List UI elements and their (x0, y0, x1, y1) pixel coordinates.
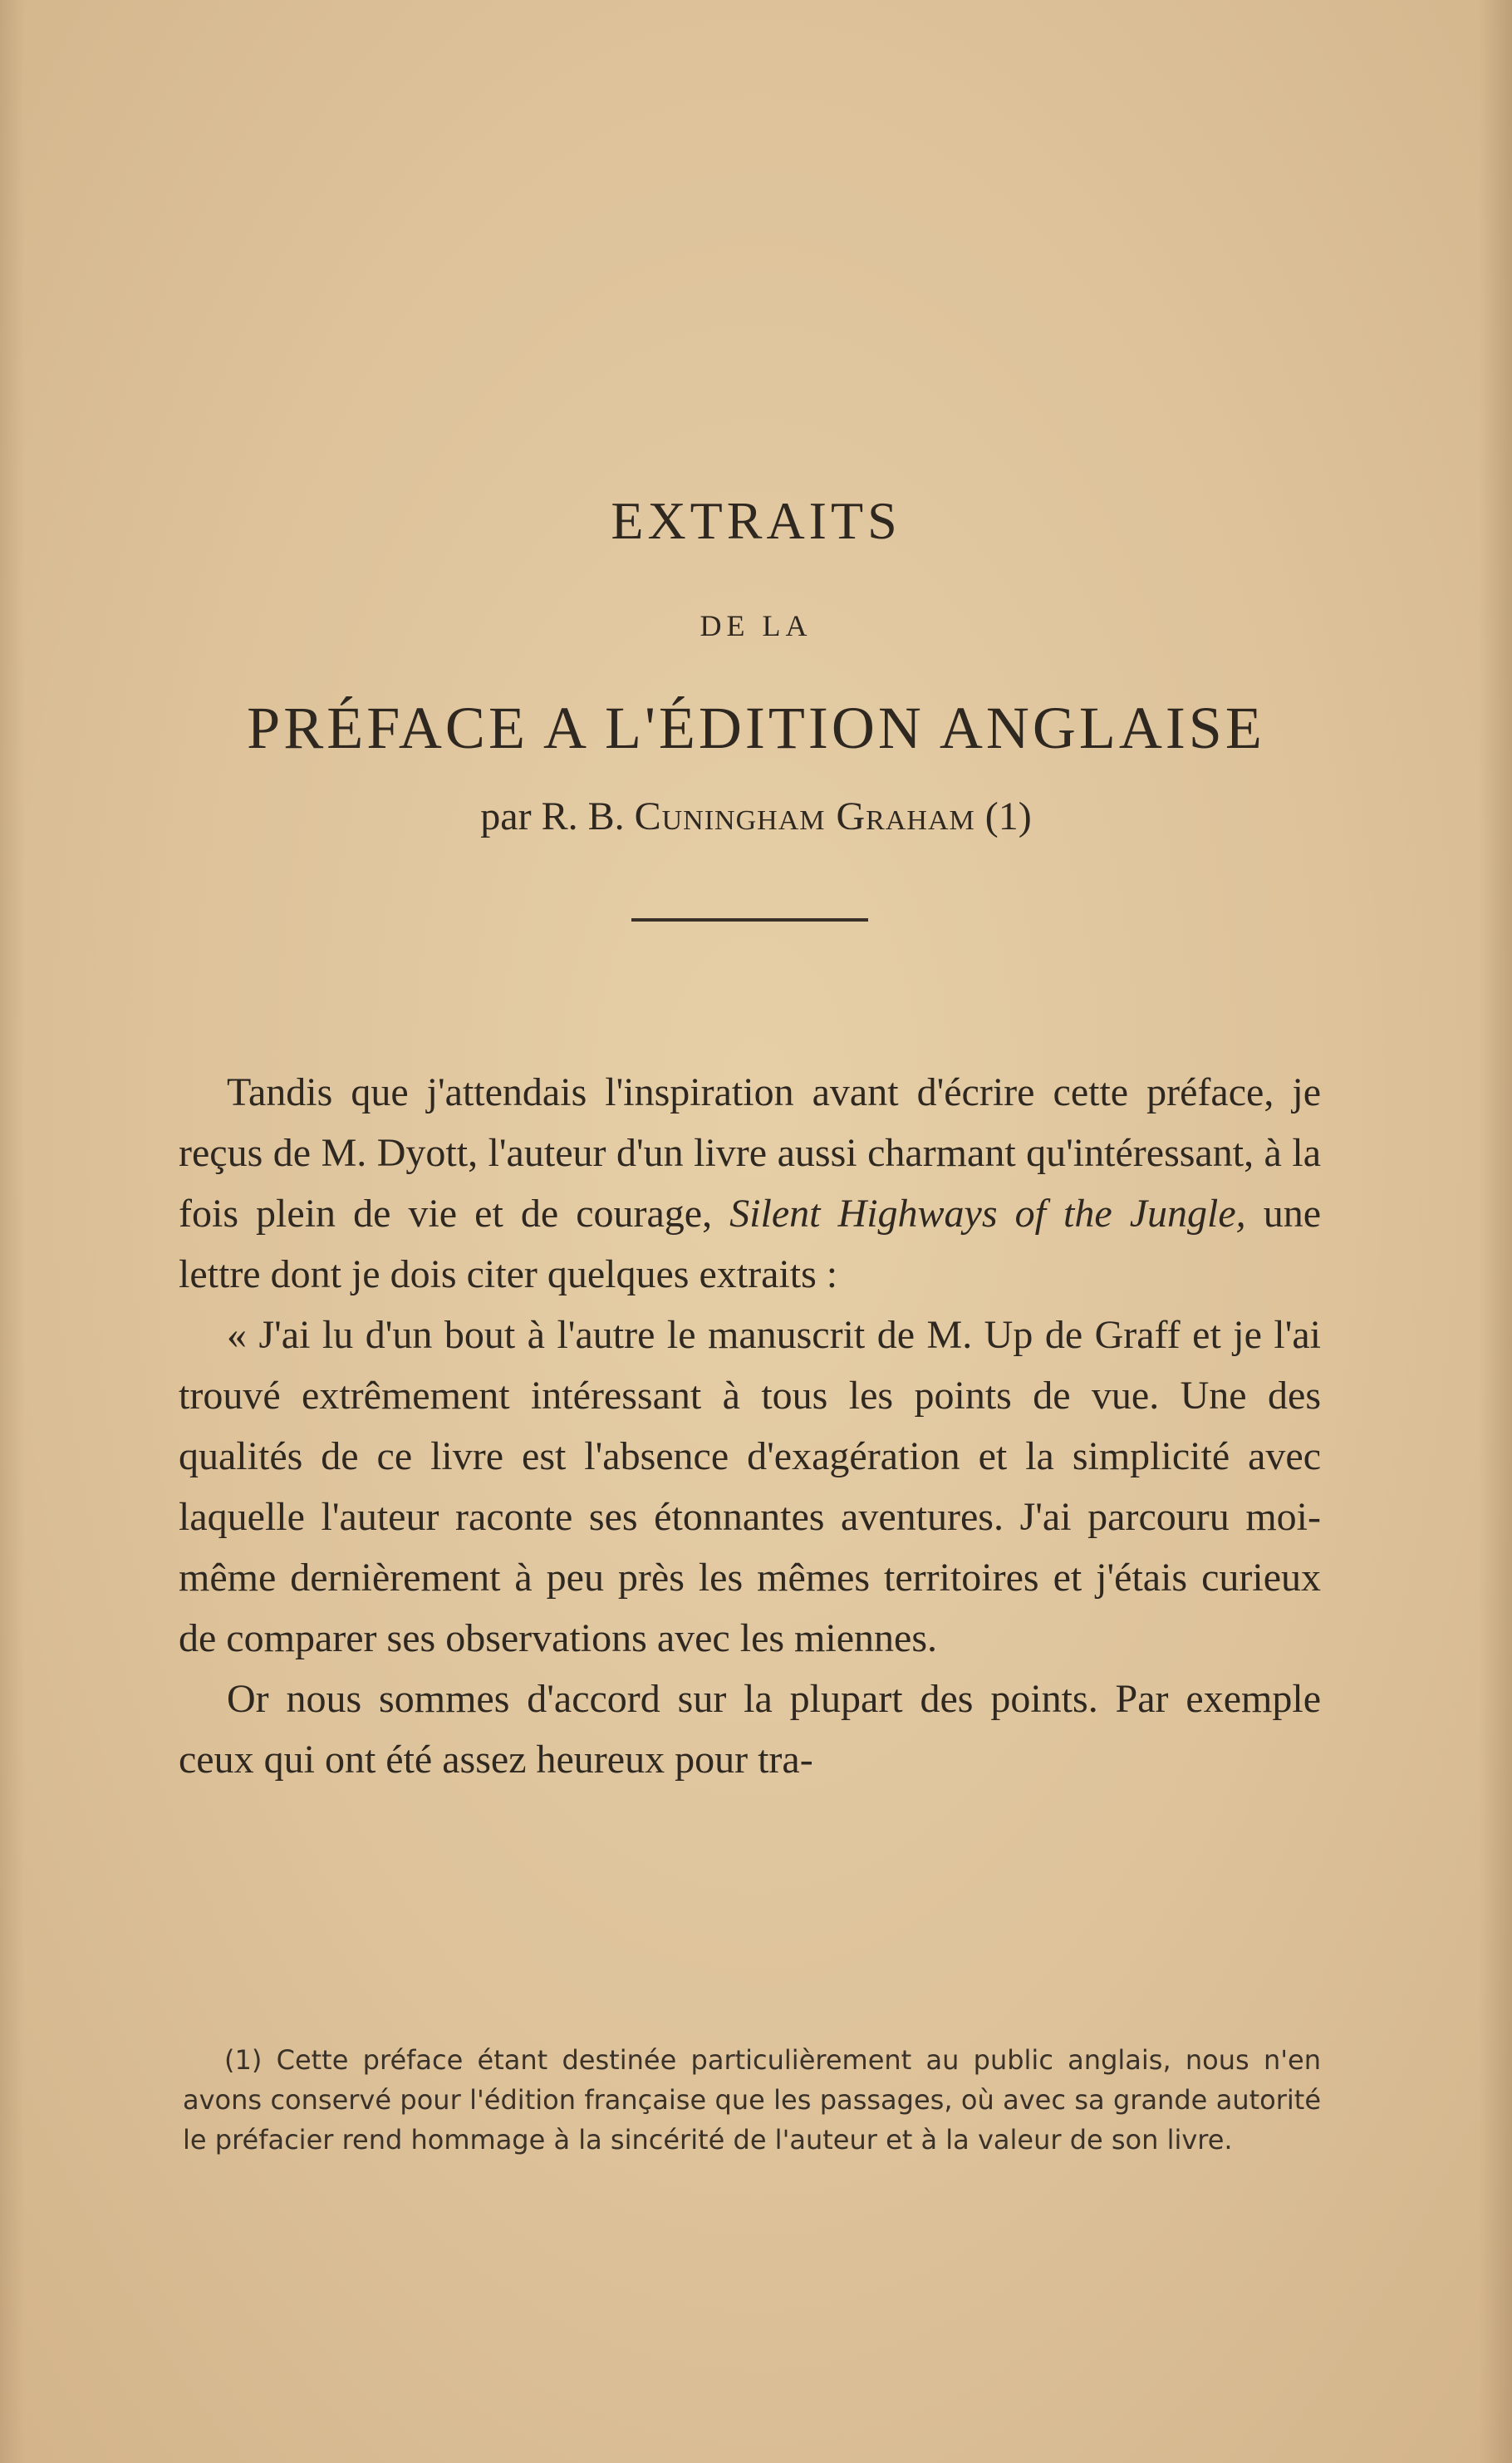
paragraph-2: « J'ai lu d'un bout à l'autre le manuscrit de M. Up de Graff et je l'ai trouvé extrêmement intéressant à tous les points de vue. Une des qualités de ce livre est l'absence d'exagération et la simplicité avec laquelle l'auteur raconte ses étonnantes aventures. J'ai parcouru moi-même dernièrement à peu près les mêmes territoires et j'étais curieux de comparer ses observations avec les miennes. (179, 1313, 1321, 1660)
author-prefix: par R. B. (480, 794, 635, 838)
author-line (0, 794, 1512, 839)
page-edge-right (1479, 0, 1512, 2463)
paragraph-1 (179, 1062, 1321, 1305)
author-name: Cuningham Graham (634, 794, 975, 838)
page-title: EXTRAITS (611, 491, 901, 550)
footnote-text: (1) Cette préface étant destinée particulièrement au public anglais, nous n'en avons conservé pour l'édition française que les passages, où avec sa grande autorité le préfacier rend hommage à la sincérité de l'auteur et à la valeur de son livre. (183, 2044, 1321, 2156)
subtitle-large: PRÉFACE A L'ÉDITION ANGLAISE (247, 695, 1265, 761)
subtitle-small: DE LA (700, 609, 812, 642)
paragraph-3: Or nous sommes d'accord sur la plupart des points. Par exemple ceux qui ont été assez heureux pour tra- (179, 1677, 1321, 1782)
paragraph-1-part1: Tandis que j'attendais l'inspiration avant d'écrire cette préface, je reçus de M. Dyott, l'auteur d'un livre aussi charmant qu'intéressant, à la fois plein de vie et de courage, (179, 1070, 1321, 1236)
footnote (183, 2040, 1321, 2160)
body-text (179, 1062, 1321, 1790)
page-edge-left (0, 0, 25, 2463)
paragraph-1-part2: une lettre dont je dois citer quelques extraits : (179, 1192, 1322, 1296)
book-title: Silent Highways of the Jungle, (729, 1192, 1246, 1236)
author-footnote-ref: (1) (974, 794, 1032, 838)
separator-rule (631, 918, 868, 922)
